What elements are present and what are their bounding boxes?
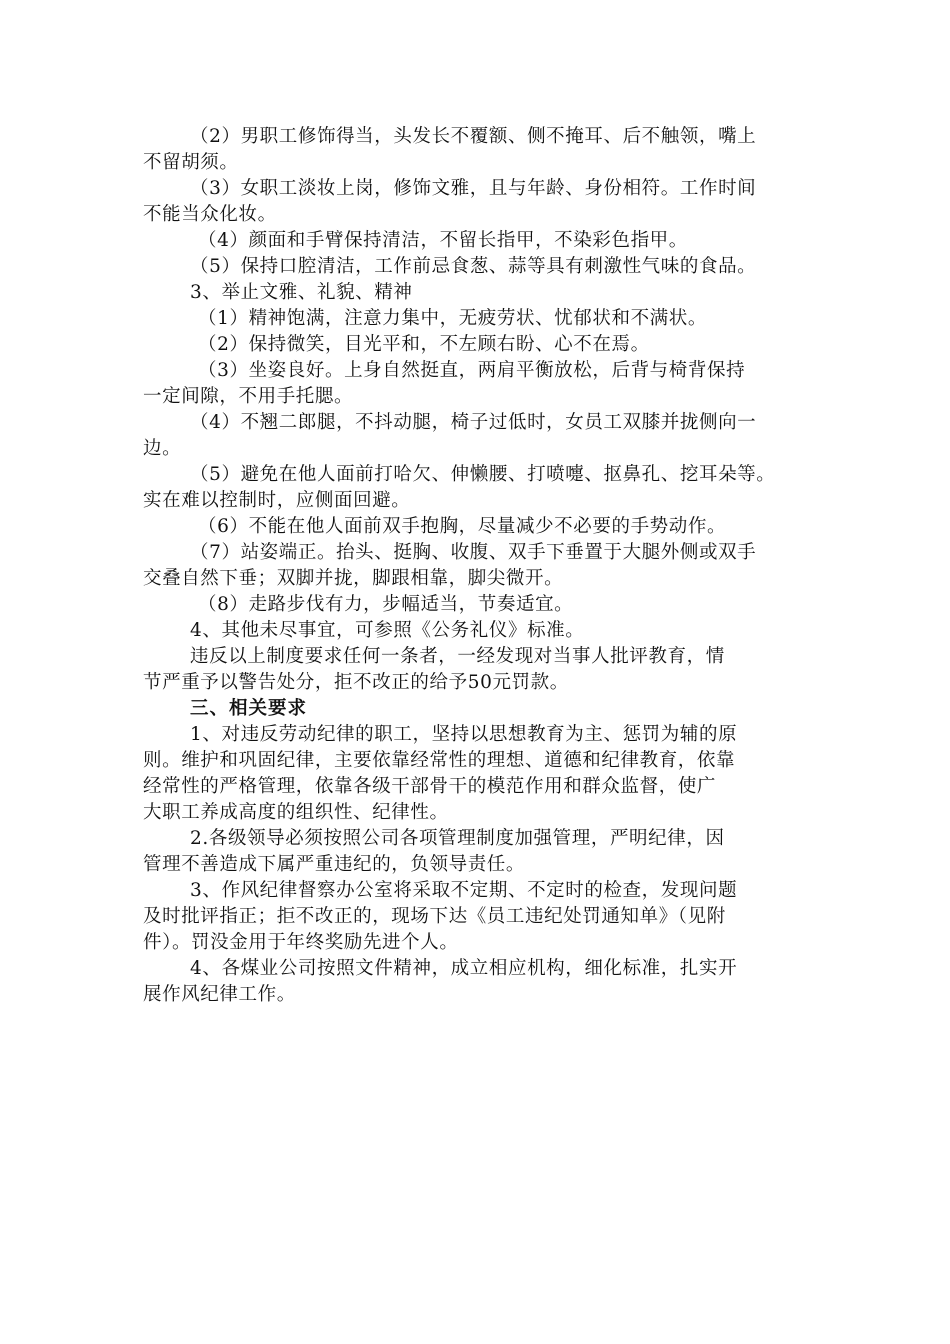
text-line: 不留胡须。 [143, 152, 239, 173]
text-line: （3）坐姿良好。上身自然挺直，两肩平衡放松，后背与椅背保持 [198, 360, 746, 381]
text-line: 经常性的严格管理，依靠各级干部骨干的模范作用和群众监督，使广 [143, 776, 717, 797]
text-line: （8）走路步伐有力，步幅适当，节奏适宜。 [198, 594, 574, 615]
text-line: 实在难以控制时，应侧面回避。 [143, 490, 411, 511]
text-line: （1）精神饱满，注意力集中，无疲劳状、忧郁状和不满状。 [198, 308, 707, 329]
text-line: 3、举止文雅、礼貌、精神 [190, 282, 413, 303]
text-line: 4、其他未尽事宜，可参照《公务礼仪》标准。 [190, 620, 585, 641]
text-line: 违反以上制度要求任何一条者，一经发现对当事人批评教育，情 [190, 646, 725, 667]
text-line: 展作风纪律工作。 [143, 984, 296, 1005]
text-line: 一定间隙，不用手托腮。 [143, 386, 354, 407]
text-line: 节严重予以警告处分，拒不改正的给予50元罚款。 [143, 672, 569, 693]
text-line: 交叠自然下垂；双脚并拢，脚跟相靠，脚尖微开。 [143, 568, 564, 589]
text-line: （4）不翘二郎腿，不抖动腿，椅子过低时，女员工双膝并拢侧向一 [190, 412, 757, 433]
text-line: 2.各级领导必须按照公司各项管理制度加强管理，严明纪律，因 [190, 828, 725, 849]
text-line: （5）避免在他人面前打哈欠、伸懒腰、打喷嚏、抠鼻孔、挖耳朵等。 [190, 464, 776, 485]
text-line: 4、各煤业公司按照文件精神，成立相应机构，细化标准，扎实开 [190, 958, 738, 979]
text-line: 1、对违反劳动纪律的职工，坚持以思想教育为主、惩罚为辅的原 [190, 724, 738, 745]
text-line: （5）保持口腔清洁，工作前忌食葱、蒜等具有刺激性气味的食品。 [190, 256, 757, 277]
text-line: （2）男职工修饰得当，头发长不覆额、侧不掩耳、后不触领，嘴上 [190, 126, 757, 147]
text-line: （2）保持微笑，目光平和，不左顾右盼、心不在焉。 [198, 334, 650, 355]
text-line: 及时批评指正；拒不改正的，现场下达《员工违纪处罚通知单》（见附 [143, 906, 726, 927]
text-line: 大职工养成高度的组织性、纪律性。 [143, 802, 449, 823]
text-line: 3、作风纪律督察办公室将采取不定期、不定时的检查，发现问题 [190, 880, 738, 901]
text-line: 边。 [143, 438, 182, 459]
section-heading: 三、相关要求 [190, 698, 308, 719]
text-line: （6）不能在他人面前双手抱胸，尽量减少不必要的手势动作。 [198, 516, 727, 537]
text-line: 不能当众化妆。 [143, 204, 277, 225]
text-line: 件）。罚没金用于年终奖励先进个人。 [143, 932, 459, 953]
text-line: （3）女职工淡妆上岗，修饰文雅，且与年龄、身份相符。工作时间 [190, 178, 757, 199]
text-line: 则。维护和巩固纪律，主要依靠经常性的理想、道德和纪律教育，依靠 [143, 750, 736, 771]
text-line: （4）颜面和手臂保持清洁，不留长指甲，不染彩色指甲。 [198, 230, 688, 251]
text-line: （7）站姿端正。抬头、挺胸、收腹、双手下垂置于大腿外侧或双手 [190, 542, 757, 563]
text-line: 管理不善造成下属严重违纪的，负领导责任。 [143, 854, 526, 875]
